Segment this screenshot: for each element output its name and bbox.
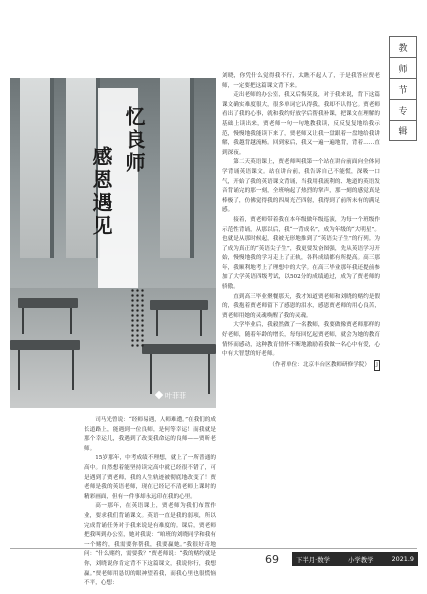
desk-leg (208, 354, 210, 394)
paragraph: 大学毕业后，我毅然做了一名教师，我要做像贾老师那样的好老师，随着年龄的增长，每每回忆起贾老师，就会为她的教育情怀而感动，这种教育情怀不断地激励着我做一名心中有爱，心中有大智慧的好老师。 (222, 322, 380, 358)
footer-divider (10, 548, 417, 549)
side-tab: 辑 (389, 120, 417, 141)
left-text-column (84, 416, 216, 589)
section-side-tabs (389, 36, 417, 141)
article-title-line2: 感恩遇见 (89, 146, 113, 238)
desk (18, 298, 78, 308)
desk-leg (22, 308, 24, 334)
author-note: （作者单位：北京丰台区教师研修学院） (269, 361, 370, 368)
paragraph: 司马光曾说：“经师易遇，人师难遭。”在我们的成长道路上，能遇到一位良师，是何等幸运！而我就是那个幸运儿，我遇到了改变我命运的良师——贾昕老师。 (84, 417, 216, 452)
paragraph: 第二天英语课上，贾老师叫我第一个站在讲台前面向全体同学背诵英语课文。站在讲台前，我告诉自己不能慌，深吸一口气，开始了我的英语课文背诵，当我用我流利的、地道的英语发音背诵完的那一刻，全班响起了热烈的掌声，那一刻的感觉真是棒极了，仿佛觉得我的四周光芒四射，我得到了前所未有的满足感。 (222, 159, 380, 214)
journal-issue: 2021.9 (391, 555, 414, 563)
diamond-icon (155, 391, 163, 399)
paragraph: 直到高三毕业聚餐那天，我才知道贾老师和刘晓的赌约是假的，我抱着贾老师留下了感恩的泪水，感恩贾老师的用心良苦，贾老师用她的灵魂唤醒了我的灵魂。 (222, 293, 380, 319)
desk-leg (156, 310, 158, 336)
dot-pattern-decoration (130, 288, 144, 348)
desk-leg (72, 350, 74, 390)
desk (10, 340, 80, 350)
paragraph: 15岁那年，中考成绩不理想，就上了一所普通的高中。自然想着能坚持读完高中就已经很不错了，可是遇到了贾老师，我的人生轨迹被彻底地改变了！贾老师是我的英语老师，现在已经记不清老师上课时的精彩画面，但有一件事却永远印在我的心里。 (84, 455, 216, 500)
paragraph: 接着，贾老师带着我在本年级做年级巡演，为每一个班级作示范性背诵，从那以后，我“一背成名”，成为年级的“大明星”。也就是从那时候起，我被无形地推到了“英语尖子生”的行列。为了成为真正的“英语尖子生”，我更要发奋图强，先从英语学习开始，慢慢地我的学习走上了正轨，各科成绩都有所提高。高三那年，我顺利地考上了理想中的大学。在高三毕业那年我还提前参加了大学英语四级考试，以502分的成绩通过，成为了贾老师的骄傲。 (222, 216, 380, 291)
side-tab: 专 (389, 99, 417, 120)
hero-illustration (10, 78, 216, 408)
page-number: 69 (265, 553, 279, 566)
right-text-column (222, 72, 380, 371)
journal-section: 下半月·数学 (296, 555, 330, 564)
paragraph: 高一那年，在英语课上，贾老师为我们布置作业，要求我们背诵课文。英语一直是我的弱项，所以完成背诵任务对于我来说是有难度的。课后，贾老师把我叫到办公室，她对我说：“咱班的刘晓同学和我有一个赌约，我需要你帮我，我要赢她。”我很好奇地问：“什么赌约，需要我？”贾老师说：“我的赌约就是你，刘晓说你肯定背不下这篇课文，我说你行，我想赢。”贾老师用恳切的眼神望着我，而我心里也很慌恼不平，心想： (84, 503, 216, 587)
author-byline (156, 391, 186, 401)
desk-leg (150, 354, 152, 394)
author-name: 叶菲菲 (165, 392, 186, 400)
desk-leg (18, 350, 20, 390)
desk-leg (200, 310, 202, 336)
side-tab: 节 (389, 78, 417, 99)
side-tab: 师 (389, 57, 417, 78)
title-panel (89, 88, 146, 288)
side-tab: 教 (389, 36, 417, 57)
end-mark: J (374, 360, 380, 372)
window-decoration (20, 78, 54, 258)
desk-leg (70, 308, 72, 334)
author-affiliation (222, 360, 380, 372)
desk (150, 300, 208, 310)
journal-brand: 小学教学 (348, 555, 374, 564)
paragraph: 走出老师的办公室，我又后悔莫及，对于我来说，背下这篇课文确实难度很大，很多单词它认得我，我却不认得它。贾老师看出了我的心事，就和我约好放学后帮我补课，把课文在理解的基础上读出来，贾老师一句一句地教我读，反反复复地给我示范，慢慢地我能读下来了，贾老师又让我一盘跟着一盘地给我讲解，我越背越流畅。回到家后，我又一遍一遍地背，背着……直到深夜。 (222, 92, 380, 156)
window-decoration (160, 78, 194, 258)
article-title-line1: 忆良师 (122, 106, 146, 175)
paragraph: 刘晓，你凭什么觉得我不行，太瞧不起人了，于是我答应贾老师，一定要把这篇课文背下来。 (222, 73, 380, 89)
desk (142, 344, 216, 354)
journal-footer-bar (292, 552, 418, 566)
